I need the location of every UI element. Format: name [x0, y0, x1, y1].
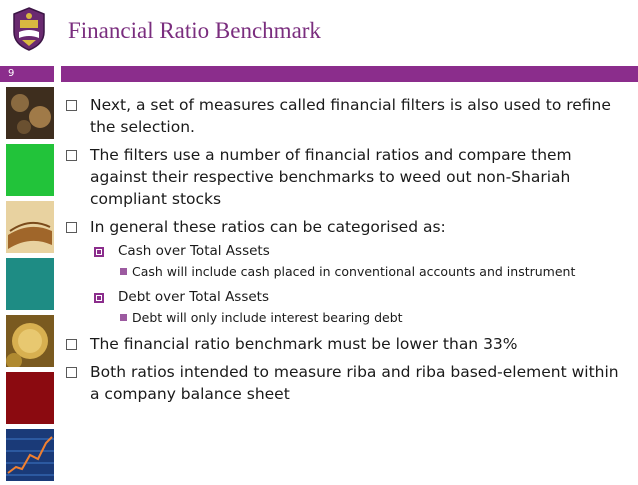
sub-sub-bullet-item: [66, 309, 631, 327]
title-divider-bar: [61, 66, 638, 82]
bullet-item: [66, 94, 631, 138]
bullet-text: In general these ratios can be categorised as:: [90, 218, 446, 236]
bullet-text: The filters use a number of financial ratios and compare them against their respective benchmarks to weed out non-Shariah compliant stocks: [90, 146, 572, 208]
sub-bullet-item: [66, 241, 631, 261]
sub-bullet-text: Cash over Total Assets: [118, 243, 270, 259]
slide-number-bar: [0, 66, 54, 82]
bullet-item: [66, 361, 631, 405]
book-photo-tile: [6, 201, 54, 253]
filled-square-bullet-icon: [120, 314, 127, 321]
bullet-text: Next, a set of measures called financial filters is also used to refine the selection.: [90, 96, 611, 136]
purple-square-bullet-icon: [94, 293, 104, 303]
bullet-text: Both ratios intended to measure riba and riba based-element within a company balance sheet: [90, 363, 619, 403]
filled-square-bullet-icon: [120, 268, 127, 275]
bullet-text: The financial ratio benchmark must be lower than 33%: [90, 335, 518, 353]
dark-red-tile: [6, 372, 54, 424]
slide-number: 9: [8, 68, 15, 79]
green-tile: [6, 144, 54, 196]
sub-sub-bullet-text: Cash will include cash placed in conventional accounts and instrument: [132, 264, 576, 279]
sub-bullet-text: Debt over Total Assets: [118, 289, 270, 305]
sub-bullet-item: [66, 287, 631, 307]
slide-title: Financial Ratio Benchmark: [68, 18, 321, 43]
university-logo: [10, 6, 48, 52]
slide-body: [66, 94, 631, 411]
coins-photo-tile: [6, 87, 54, 139]
square-bullet-icon: [66, 339, 77, 350]
square-bullet-icon: [66, 150, 77, 161]
purple-square-bullet-icon: [94, 247, 104, 257]
square-bullet-icon: [66, 100, 77, 111]
sub-sub-bullet-item: [66, 263, 631, 281]
sub-sub-bullet-text: Debt will only include interest bearing debt: [132, 310, 403, 325]
stock-chart-photo-tile: [6, 429, 54, 481]
bullet-item: [66, 144, 631, 210]
square-bullet-icon: [66, 367, 77, 378]
bullet-item: [66, 333, 631, 355]
square-bullet-icon: [66, 222, 77, 233]
gold-coins-photo-tile: [6, 315, 54, 367]
bullet-item: [66, 216, 631, 238]
teal-tile: [6, 258, 54, 310]
